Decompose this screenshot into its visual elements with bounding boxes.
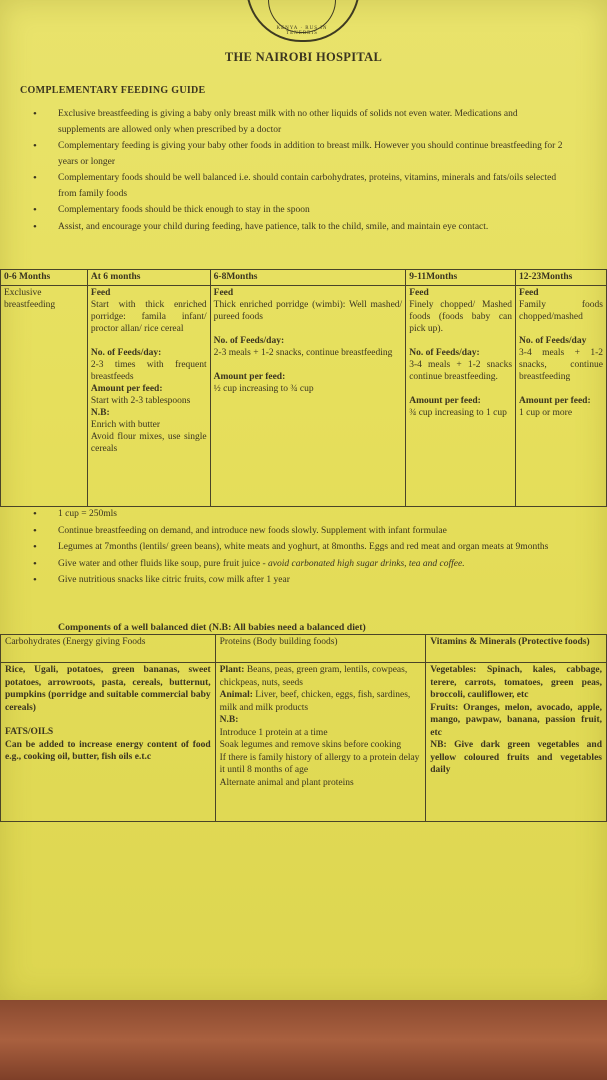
amount-text: ½ cup increasing to ¾ cup [213,384,314,394]
feeds-per-day-text: 2-3 meals + 1-2 snacks, continue breastfeeding [213,348,393,358]
vitamins-cell [426,663,607,822]
plant-label: Plant: [219,665,245,675]
feeds-per-day-heading: No. of Feeds/day: [90,348,162,358]
tip-text: 1 cup = 250mls [58,509,117,519]
feeds-per-day-text: 3-4 meals + 1-2 snacks continue breastfeeding. [409,360,513,382]
carbohydrates-cell [1,663,216,822]
vitamins-nb-text: NB: Give dark green vegetables and yellow coloured fruits and vegetables daily [430,740,602,775]
exclusive-text: Exclusive breastfeeding [4,288,56,310]
guide-title: COMPLEMENTARY FEEDING GUIDE [20,85,206,96]
nb-text: Enrich with butter [90,420,161,430]
vitamins-header: Vitamins & Minerals (Protective foods) [426,635,607,663]
feeds-per-day-heading: No. of Feeds/day: [409,348,480,358]
fats-text: Can be added to increase energy content of food e.g., cooking oil, butter, fish oils e.t.c [5,739,211,762]
tip-bullet [30,557,575,573]
protein-nb-heading: N.B: [219,715,239,725]
stage-cell-12-23 [516,286,607,507]
components-title: Components of a well balanced diet (N.B: All babies need a balanced diet) [58,622,366,633]
feed-text: Thick enriched porridge (wimbi): Well mashed/ pureed foods [213,300,403,322]
stage-header-12-23: 12-23Months [516,270,607,286]
hospital-name: THE NAIROBI HOSPITAL [224,50,383,64]
animal-label: Animal: [219,690,253,700]
protein-nb-text: Soak legumes and remove skins before cooking [219,740,402,750]
table-surface [0,1000,607,1080]
amount-heading: Amount per feed: [409,396,481,406]
feed-text: Finely chopped/ Mashed foods (foods baby can pick up). [409,300,513,334]
tip-text: Continue breastfeeding on demand, and introduce new foods slowly. Supplement with infant formulae [58,525,447,536]
feed-heading: Feed [213,288,234,298]
protein-nb-text: If there is family history of allergy to a protein delay it until 8 months of age [219,752,420,775]
fruits-text: Fruits: Oranges, melon, avocado, apple, mango, pawpaw, banana, passion fruit, etc [430,702,602,738]
protein-nb-text: Introduce 1 protein at a time [219,727,328,738]
stage-cell-9-11 [406,286,516,507]
stage-cell-6-8 [210,286,406,507]
amount-heading: Amount per feed: [90,384,163,394]
nb-text: Avoid flour mixes, use single cereals [90,432,207,454]
feed-heading: Feed [90,288,111,298]
animal-text: Liver, beef, chicken, eggs, fish, sardines, milk and milk products [219,690,411,713]
amount-text: ¾ cup increasing to 1 cup [409,408,507,418]
stage-cell-6 [87,286,210,507]
tip-text: Give nutritious snacks like citric fruits, cow milk after 1 year [58,575,290,585]
amount-heading: Amount per feed: [213,372,286,382]
proteins-header: Proteins (Body building foods) [215,635,426,663]
tip-bullet [30,524,575,540]
amount-text: Start with 2-3 tablespoons [90,396,191,406]
intro-bullet: • Complementary foods should be thick enough to stay in the spoon [30,203,565,219]
balanced-diet-table [0,634,607,822]
carbohydrates-header: Carbohydrates (Energy giving Foods [1,635,216,663]
amount-text: 1 cup or more [519,408,573,418]
tip-bullet [30,540,575,556]
feed-text: Start with thick enriched porridge: famila infant/ proctor allan/ rice cereal [90,300,207,334]
feed-text: Family foods chopped/mashed [519,300,603,322]
tip-italic-text: avoid carbonated high sugar drinks, tea and coffee. [268,558,465,569]
feeds-per-day-text: 2-3 times with frequent breastfeeds [90,360,207,382]
feed-heading: Feed [519,288,539,298]
stages-body-row [1,286,607,507]
food-body-row [1,663,607,822]
stage-header-0-6: 0-6 Months [1,270,88,286]
stages-header-row [1,270,607,286]
intro-bullet: • Complementary foods should be well balanced i.e. should contain carbohydrates, proteins, vitamins, minerals and fats/oils selected from family foods [30,171,565,202]
stage-cell-0-6 [1,286,88,507]
plant-text: Beans, peas, green gram, lentils, cowpeas, chickpeas, nuts, seeds [219,665,408,688]
hospital-seal-text: KENYA · RUS IN TENEBRIS [276,26,328,36]
amount-heading: Amount per feed: [519,396,591,406]
tip-bullet [30,507,575,523]
intro-bullet: • Complementary feeding is giving your baby other foods in addition to breast milk. However you should continue breastfeeding for 2 years or longer [30,139,565,170]
stage-header-6-8: 6-8Months [210,270,406,286]
tip-bullet [30,573,575,589]
tip-text: Legumes at 7months (lentils/ green beans), white meats and yoghurt, at 8months. Eggs and red meat and organ meats at 9months [58,542,549,552]
tip-text: Give water and other fluids like soup, pure fruit juice - [58,558,268,569]
vegetables-text: Vegetables: Spinach, kales, cabbage, terere, carrots, tomatoes, green peas, broccoli, cauliflower, etc [430,665,602,700]
food-header-row [1,635,607,663]
feeding-stages-table [0,269,607,507]
feeds-per-day-heading: No. of Feeds/day [519,336,587,346]
fats-heading: FATS/OILS [5,727,54,737]
protein-nb-text: Alternate animal and plant proteins [219,777,354,788]
intro-bullet-list [30,107,565,236]
stage-header-9-11: 9-11Months [406,270,516,286]
feed-heading: Feed [409,288,429,298]
intro-bullet: • Assist, and encourage your child during feeding, have patience, talk to the child, smile, and maintain eye contact. [30,220,565,236]
feeds-per-day-heading: No. of Feeds/day: [213,336,285,346]
feeds-per-day-text: 3-4 meals + 1-2 snacks, continue breastfeeding [519,348,603,382]
stage-header-6: At 6 months [87,270,210,286]
nb-heading: N.B: [90,408,110,418]
proteins-cell [215,663,426,822]
carbohydrates-list: Rice, Ugali, potatoes, green bananas, sweet potatoes, arrowroots, pasta, cereals, butternut, pumpkins (porridge and suitable commercial baby cereals) [5,665,211,713]
tips-bullet-list [30,507,575,590]
intro-bullet: • Exclusive breastfeeding is giving a baby only breast milk with no other liquids of solids not even water. Medications and supplements are allowed only when prescribed by a doctor [30,107,565,138]
